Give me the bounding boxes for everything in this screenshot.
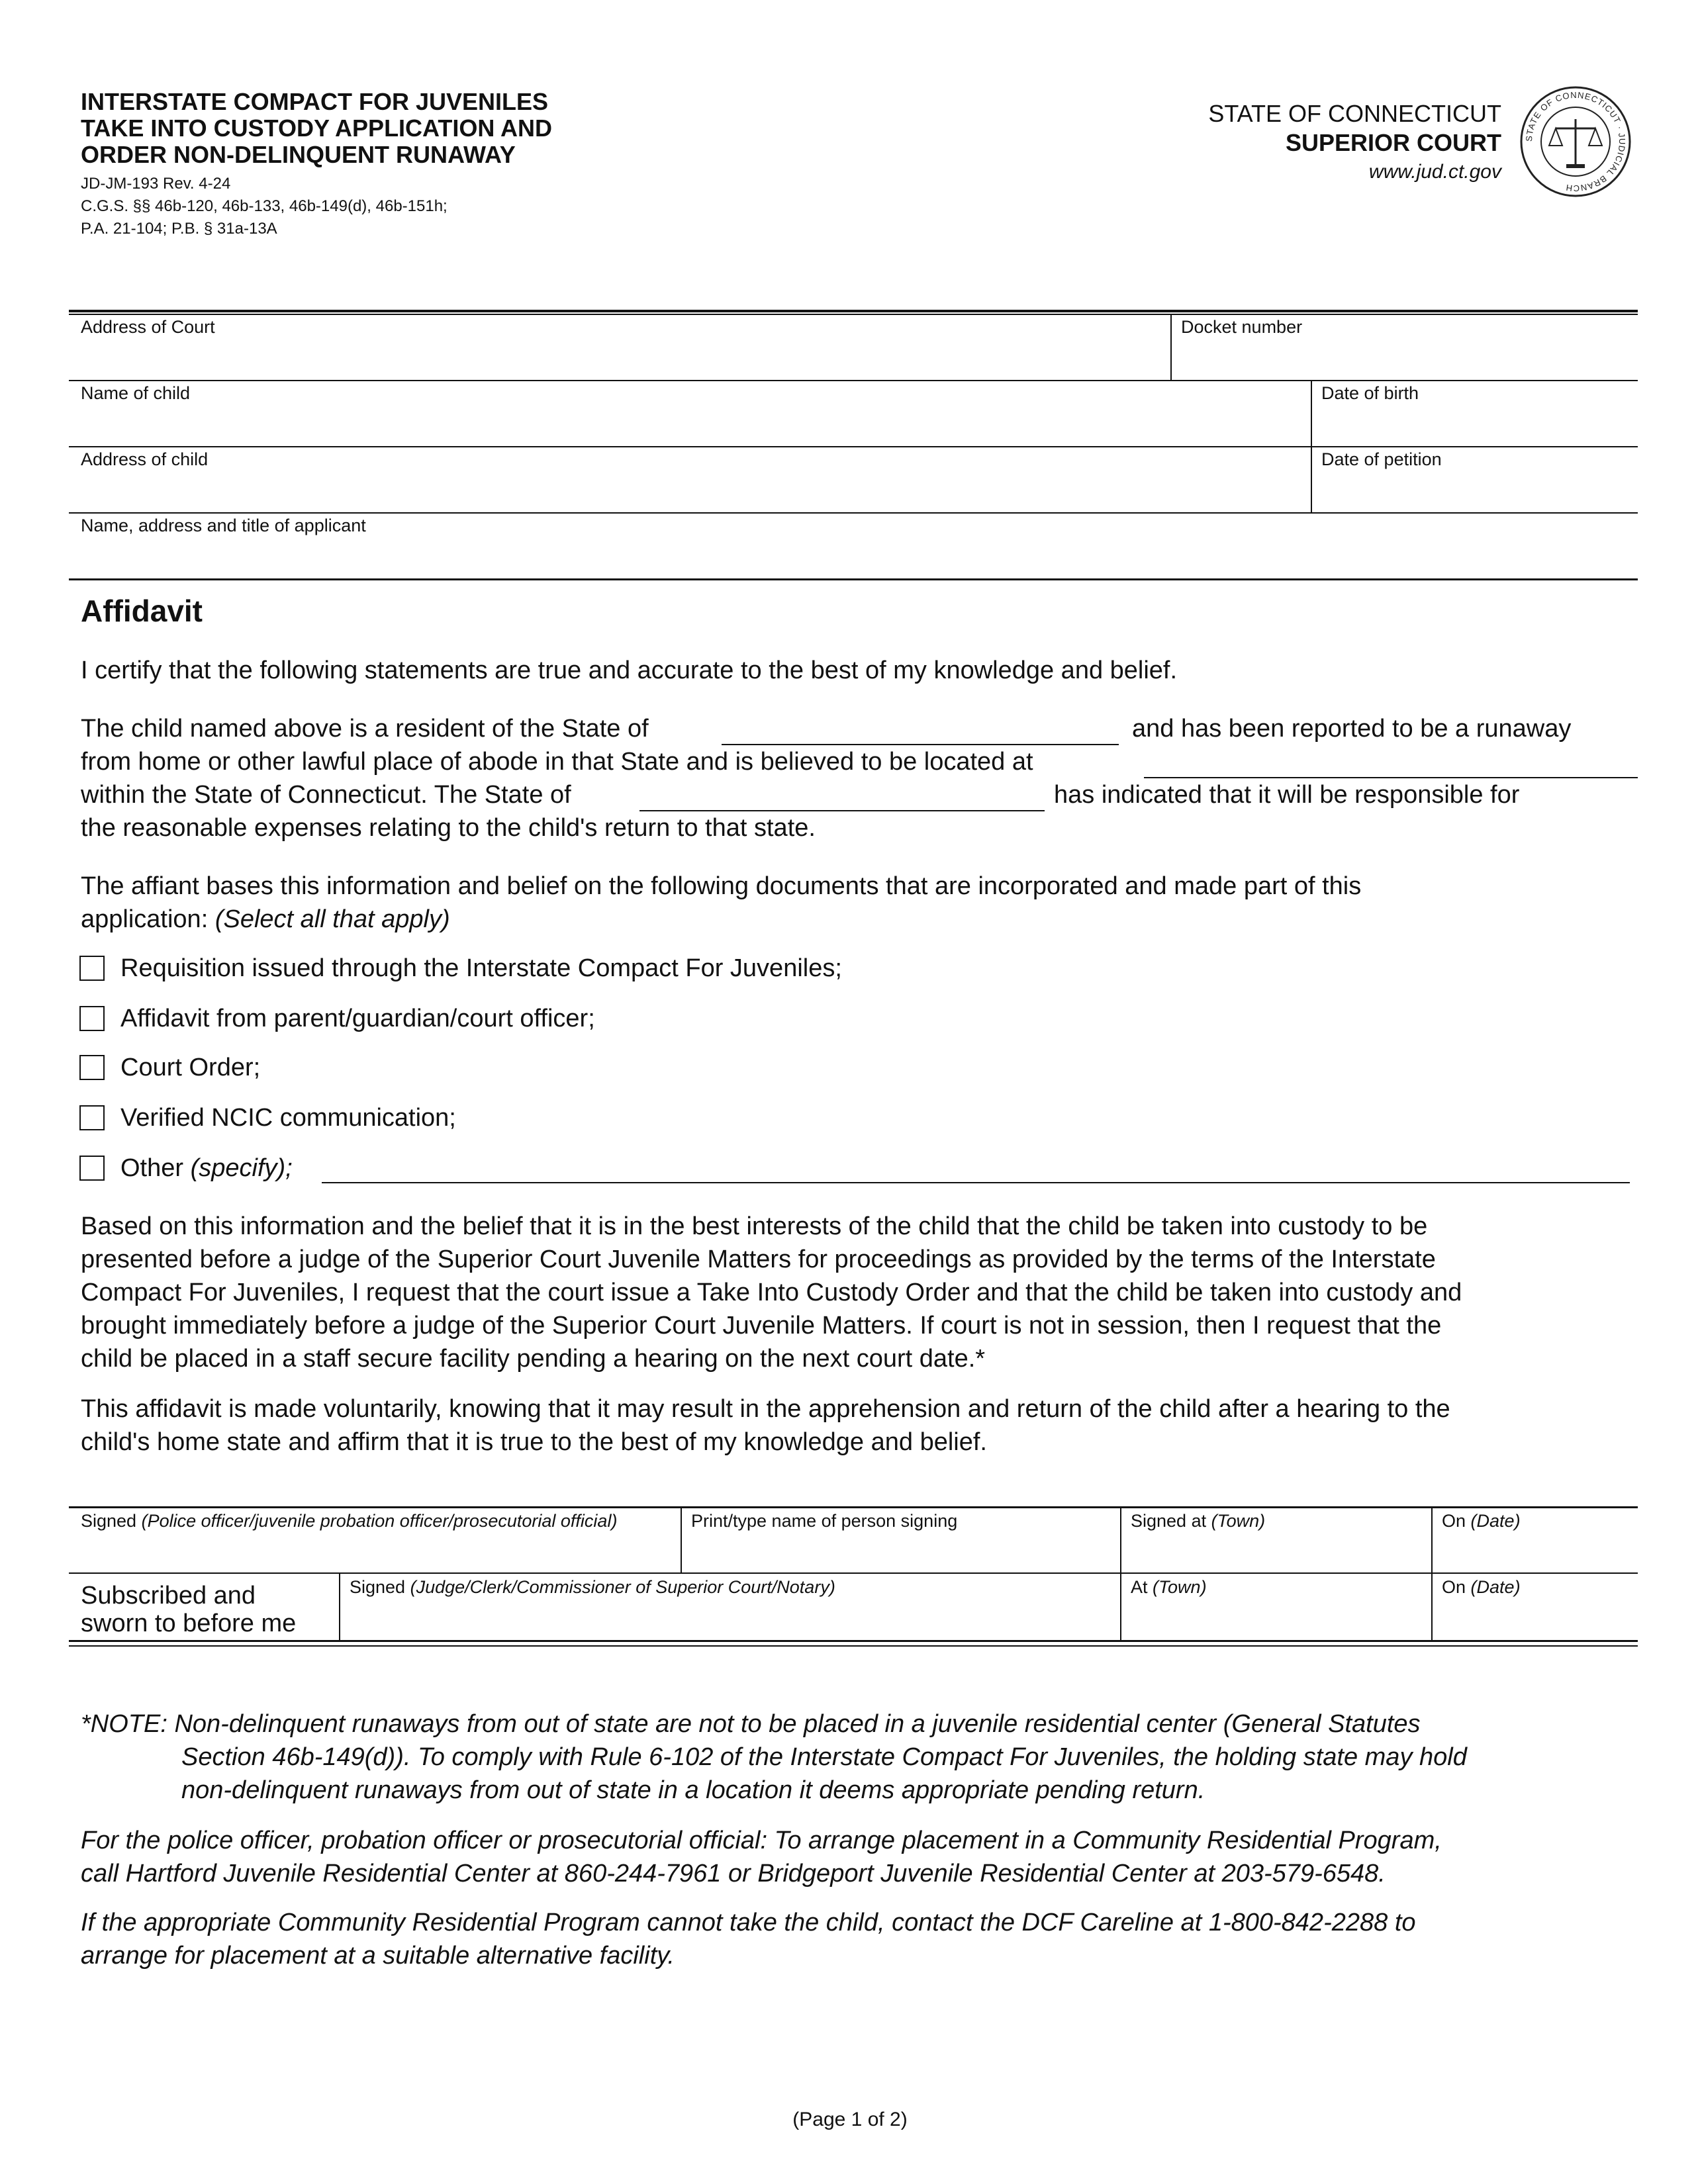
title-line-1: INTERSTATE COMPACT FOR JUVENILES [81,88,549,115]
checkbox-label: Requisition issued through the Interstate Compact For Juveniles; [120,954,842,982]
court-block [1208,99,1501,187]
date-of-birth-label: Date of birth [1321,383,1419,403]
page-number: (Page 1 of 2) [792,2109,908,2130]
at-town-label: At (Town) [1131,1577,1207,1597]
judge-signature-field[interactable] [342,1600,1117,1637]
p3-text [81,1210,1630,1375]
statutes-line-2: P.A. 21-104; P.B. § 31a-13A [81,220,277,238]
address-of-child-label: Address of child [81,449,209,469]
court-name: SUPERIOR COURT [1285,129,1501,156]
sig-bottom-rule [69,1640,1638,1642]
checkbox[interactable] [79,1156,105,1181]
p1-text-a: The child named above is a resident of the State of [81,715,649,743]
signed-label: Signed (Police officer/juvenile probation officer/prosecutorial official) [81,1511,618,1531]
form-title [81,89,552,168]
other-specify-blank[interactable] [322,1182,1630,1183]
note-2: For the police officer, probation officer or prosecutorial official: To arrange placement in a Community Residential Program, call Hartford Juvenile Residential Center at 860-244-7961 or Bridgeport Juvenile Residential Center at 203-579-6548. [81,1827,1442,1888]
state-name: STATE OF CONNECTICUT [1208,100,1501,127]
checkbox-row-court-order[interactable] [79,1052,260,1083]
docket-number-label: Docket number [1181,317,1303,337]
name-of-child-field[interactable] [69,383,1308,445]
applicant-field[interactable] [69,515,1636,577]
row-rule [69,578,1638,580]
p1-text-f: the reasonable expenses relating to the child's return to that state. [81,814,816,842]
p3-line: child be placed in a staff secure facility pending a hearing on the next court date.* [81,1345,986,1373]
checkbox-label: Other [120,1154,184,1182]
address-of-child-field[interactable] [69,449,1308,511]
p2-text-b [81,903,450,936]
p3-line: Compact For Juveniles, I request that the court issue a Take Into Custody Order and that the child be taken into custody and [81,1279,1462,1306]
date-of-petition-field[interactable] [1313,449,1636,511]
docket-number-field[interactable] [1173,316,1636,379]
state-seal-icon [1519,85,1632,199]
top-rule-inner [69,314,1638,315]
checkbox-label: Affidavit from parent/guardian/court officer; [120,1004,595,1032]
sworn-label: Subscribed and sworn to before me [81,1582,297,1637]
checkbox-row-other[interactable] [79,1153,293,1183]
p2-application-label: application: [81,905,209,933]
checkbox[interactable] [79,1105,105,1130]
print-name-label: Print/type name of person signing [691,1511,958,1531]
p1-text-c: from home or other lawful place of abode in that State and is believed to be located at [81,748,1033,776]
address-of-court-field[interactable] [69,316,1168,379]
judge-signed-label: Signed (Judge/Clerk/Commissioner of Superior Court/Notary) [350,1577,835,1597]
divider [1431,1508,1433,1640]
form-id: JD-JM-193 Rev. 4-24 [81,175,231,193]
p3-line: presented before a judge of the Superior Court Juvenile Matters for proceedings as provided by the terms of the Interstate [81,1246,1436,1273]
row-rule [69,446,1638,447]
note-1: *NOTE: Non-delinquent runaways from out of state are not to be placed in a juvenile residential center (General Statutes Section 46b-149(d)). To comply with Rule 6-102 of the Interstate Compact For Juveniles, the holding state may hold non-delinquent runaways from out of state in a location it deems appropriate pending return. [81,1710,1467,1804]
row-rule [69,512,1638,514]
svg-text:STATE OF CONNECTICUT · JUDICIA: STATE OF CONNECTICUT · JUDICIAL BRANCH [1523,89,1628,194]
certify-statement: I certify that the following statements are true and accurate to the best of my knowledge and belief. [81,657,1178,684]
divider [339,1574,340,1640]
p4-line: child's home state and affirm that it is true to the best of my knowledge and belief. [81,1428,987,1456]
on-date-label: On (Date) [1442,1511,1521,1531]
checkbox[interactable] [79,1055,105,1080]
checkbox[interactable] [79,956,105,981]
affidavit-heading: Affidavit [81,594,203,628]
p2-text-a: The affiant bases this information and belief on the following documents that are incorporated and made part of this [81,872,1362,900]
signed-at-field[interactable] [1123,1534,1429,1571]
sig-top-rule [69,1506,1638,1508]
p1-text-b: and has been reported to be a runaway [1132,715,1572,743]
p3-line: Based on this information and the belief that it is in the best interests of the child that the child be taken into custody to be [81,1212,1428,1240]
p3-line: brought immediately before a judge of the Superior Court Juvenile Matters. If court is not in session, then I request that the [81,1312,1442,1340]
p1-text-d: within the State of Connecticut. The State of [81,781,571,809]
applicant-label: Name, address and title of applicant [81,516,366,535]
sworn-date-field[interactable] [1434,1600,1636,1637]
date-of-birth-field[interactable] [1313,383,1636,445]
at-town-field[interactable] [1123,1600,1429,1637]
checkbox-row-ncic[interactable] [79,1103,456,1133]
p1-text-e: has indicated that it will be responsible for [1054,781,1520,809]
address-of-court-label: Address of Court [81,317,215,337]
court-website: www.jud.ct.gov [1368,161,1501,183]
name-of-child-label: Name of child [81,383,191,403]
title-line-2: TAKE INTO CUSTODY APPLICATION AND [81,114,553,142]
other-specify-hint: (specify); [190,1154,293,1182]
signed-at-label: Signed at (Town) [1131,1511,1266,1531]
top-rule [69,310,1638,312]
title-line-3: ORDER NON-DELINQUENT RUNAWAY [81,141,516,168]
checkbox-row-affidavit[interactable] [79,1003,595,1034]
row-rule [69,380,1638,381]
sig-bottom-rule-inner [69,1645,1638,1647]
sig-mid-rule [69,1572,1638,1574]
sworn-date-label: On (Date) [1442,1577,1521,1597]
date-of-petition-label: Date of petition [1321,449,1442,469]
p2-select-hint: (Select all that apply) [214,905,450,933]
checkbox-label: Court Order; [120,1053,261,1081]
divider [681,1508,682,1572]
checkbox-row-requisition[interactable] [79,953,842,983]
signature-field[interactable] [69,1534,678,1571]
divider [1120,1508,1121,1640]
divider [1170,314,1172,380]
signed-date-field[interactable] [1434,1534,1636,1571]
note-3: If the appropriate Community Residential Program cannot take the child, contact the DCF Careline at 1-800-842-2288 to arrange for placement at a suitable alternative facility. [81,1909,1416,1970]
p4-line: This affidavit is made voluntarily, knowing that it may result in the apprehension and return of the child after a hearing to the [81,1395,1450,1423]
p4-text [81,1392,1630,1459]
print-name-field[interactable] [683,1534,1117,1571]
checkbox-label: Verified NCIC communication; [120,1103,456,1132]
statutes-line-1: C.G.S. §§ 46b-120, 46b-133, 46b-149(d), 46b-151h; [81,197,448,215]
checkbox[interactable] [79,1006,105,1031]
